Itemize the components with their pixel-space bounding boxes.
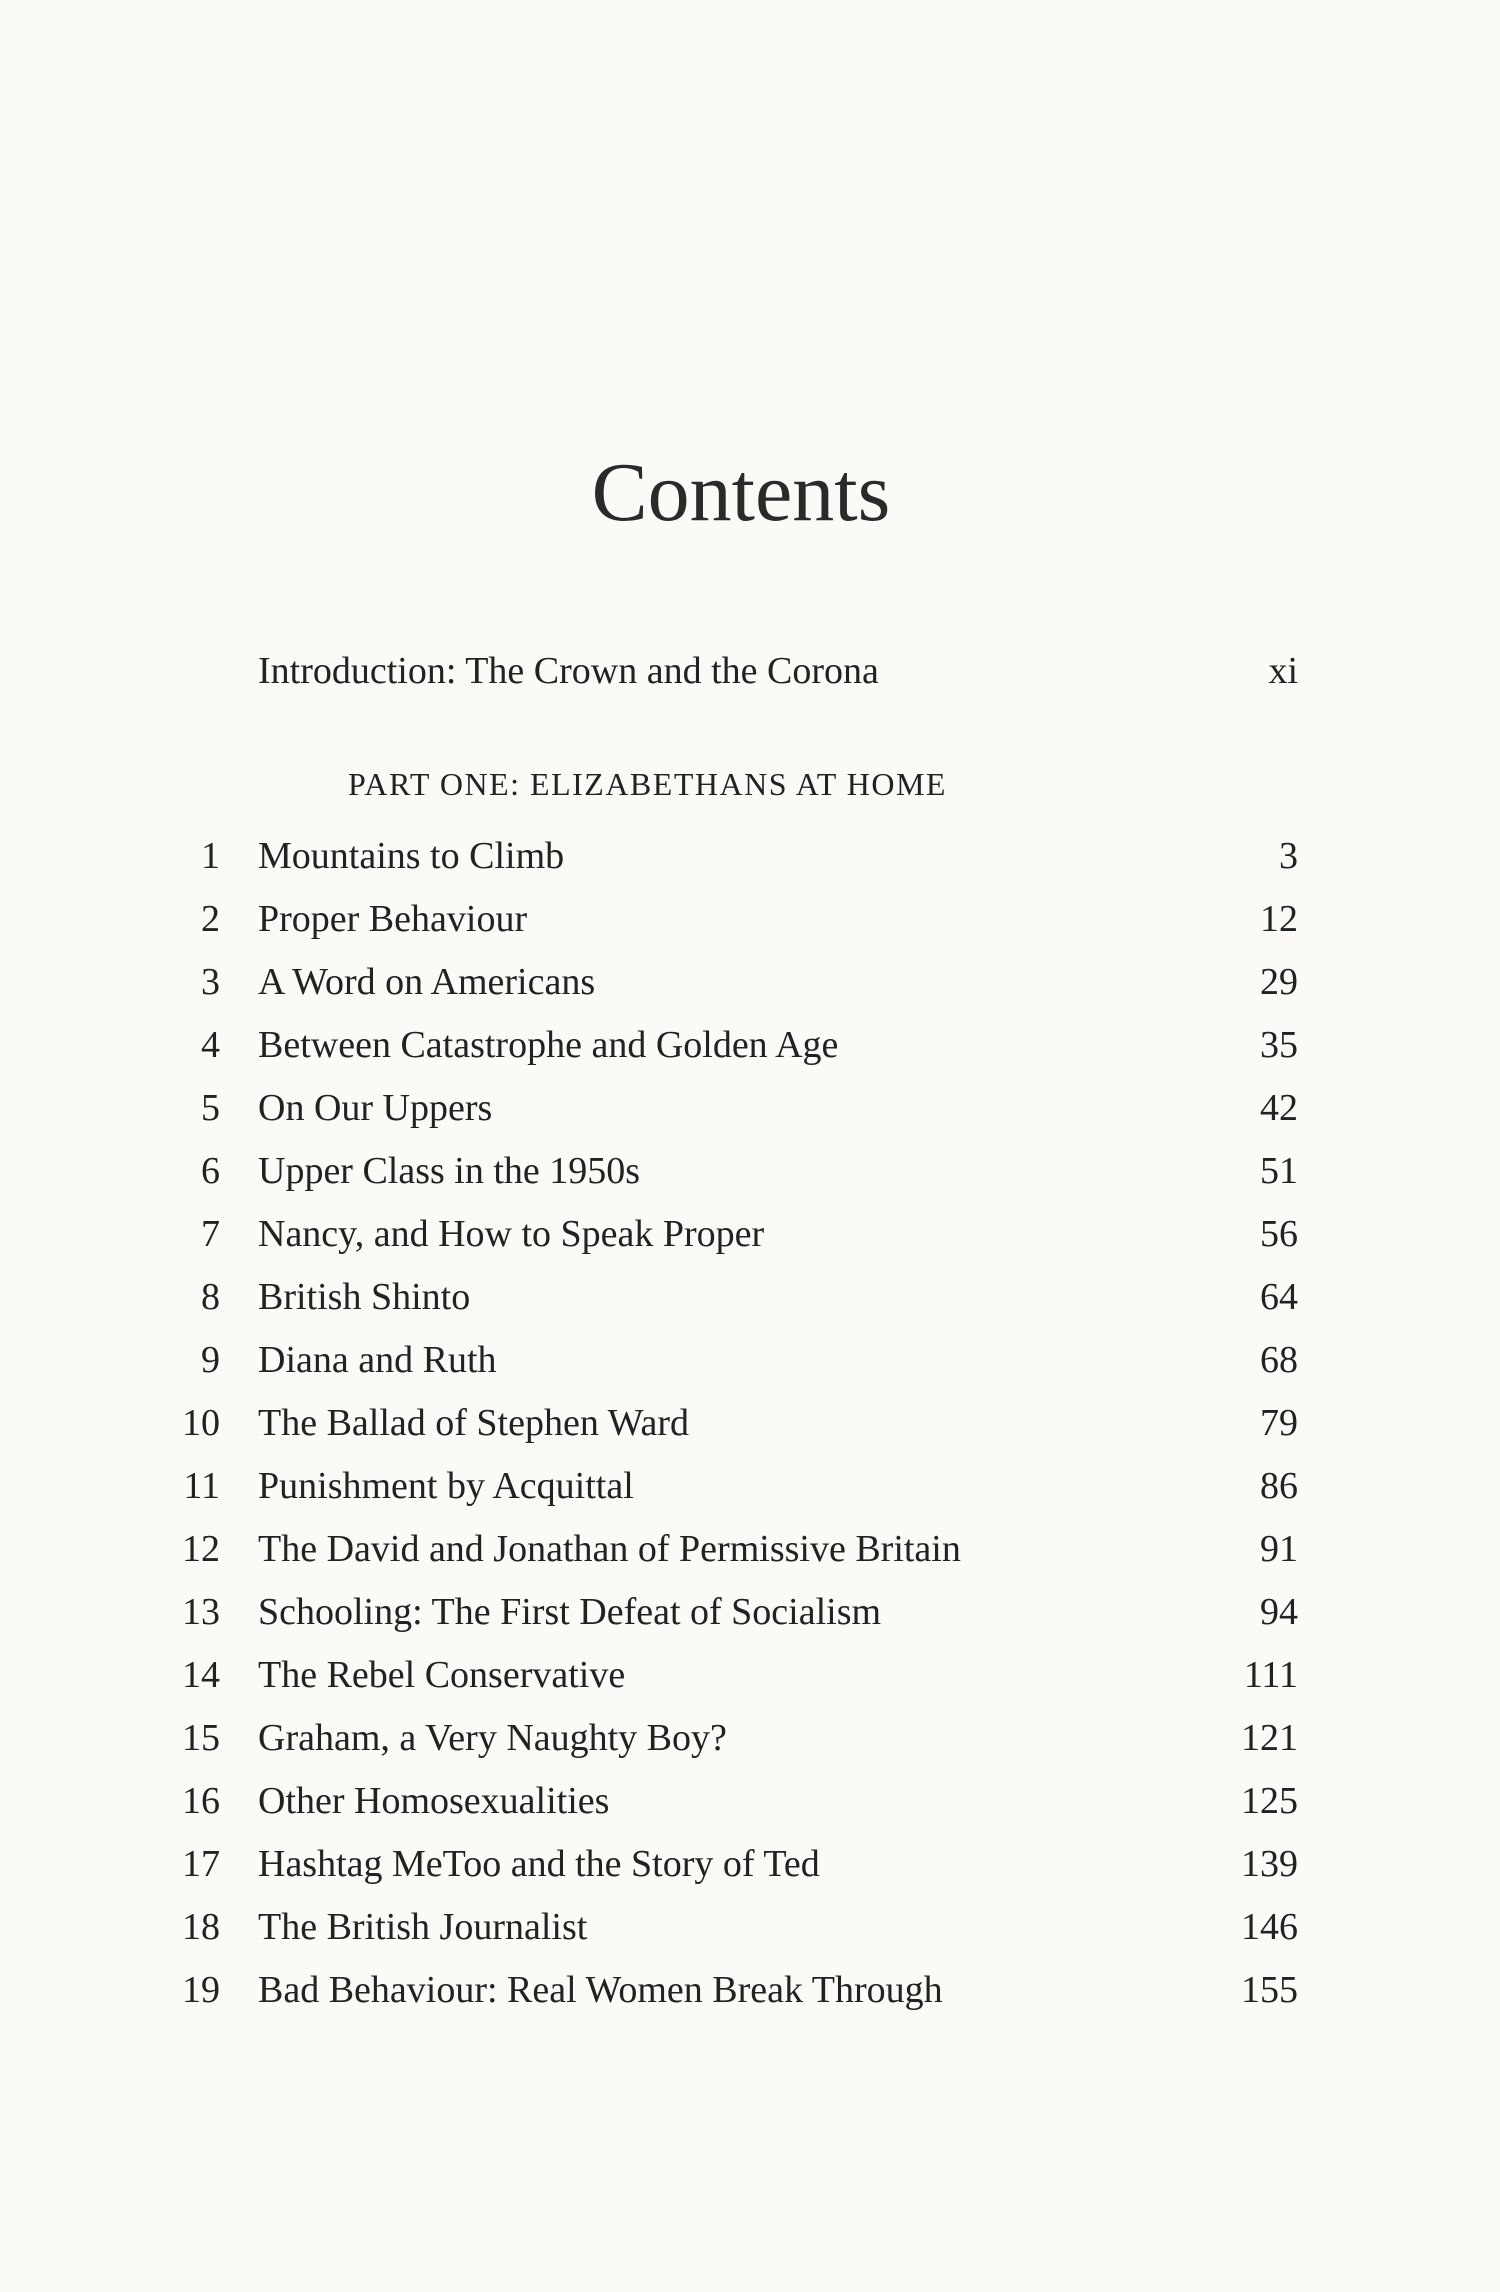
chapter-row: [0, 1145, 1500, 1208]
chapter-row: [0, 1838, 1500, 1901]
chapter-page: 29: [1260, 961, 1298, 1003]
chapter-number: 3: [201, 961, 220, 1003]
chapter-title: Nancy, and How to Speak Proper: [258, 1213, 765, 1255]
part-one-heading: PART ONE: ELIZABETHANS AT HOME: [348, 766, 947, 802]
chapter-number: 8: [201, 1276, 220, 1318]
chapter-number: 4: [201, 1024, 220, 1066]
chapter-title: Bad Behaviour: Real Women Break Through: [258, 1969, 943, 2011]
chapter-title: The Rebel Conservative: [258, 1654, 626, 1696]
chapter-number: 1: [201, 835, 220, 877]
chapter-title: British Shinto: [258, 1276, 471, 1318]
chapter-title: On Our Uppers: [258, 1087, 493, 1129]
chapter-page: 139: [1241, 1843, 1298, 1885]
chapter-page: 155: [1241, 1969, 1298, 2011]
chapter-title: Punishment by Acquittal: [258, 1465, 634, 1507]
chapter-list: [0, 830, 1500, 2027]
chapter-title: Between Catastrophe and Golden Age: [258, 1024, 839, 1066]
page-title: Contents: [591, 446, 891, 539]
chapter-page: 86: [1260, 1465, 1298, 1507]
chapter-number: 13: [182, 1591, 220, 1633]
toc-introduction-row: [258, 645, 1298, 697]
chapter-row: [0, 1775, 1500, 1838]
chapter-page: 79: [1260, 1402, 1298, 1444]
chapter-number: 19: [182, 1969, 220, 2011]
chapter-page: 125: [1241, 1780, 1298, 1822]
chapter-page: 121: [1241, 1717, 1298, 1759]
chapter-number: 6: [201, 1150, 220, 1192]
chapter-row: [0, 1523, 1500, 1586]
chapter-title: A Word on Americans: [258, 961, 596, 1003]
chapter-page: 35: [1260, 1024, 1298, 1066]
chapter-title: Proper Behaviour: [258, 898, 528, 940]
chapter-title: Graham, a Very Naughty Boy?: [258, 1717, 727, 1759]
chapter-page: 91: [1260, 1528, 1298, 1570]
chapter-number: 2: [201, 898, 220, 940]
chapter-number: 15: [182, 1717, 220, 1759]
chapter-row: [0, 1082, 1500, 1145]
chapter-page: 12: [1260, 898, 1298, 940]
chapter-title: The David and Jonathan of Permissive Britain: [258, 1528, 961, 1570]
chapter-number: 9: [201, 1339, 220, 1381]
chapter-row: [0, 1271, 1500, 1334]
chapter-page: 146: [1241, 1906, 1298, 1948]
chapter-row: [0, 1460, 1500, 1523]
chapter-row: [0, 1586, 1500, 1649]
chapter-row: [0, 1397, 1500, 1460]
chapter-page: 64: [1260, 1276, 1298, 1318]
chapter-title: The British Journalist: [258, 1906, 588, 1948]
chapter-page: 56: [1260, 1213, 1298, 1255]
chapter-title: Hashtag MeToo and the Story of Ted: [258, 1843, 820, 1885]
chapter-row: [0, 830, 1500, 893]
introduction-title: Introduction: The Crown and the Corona: [258, 650, 879, 692]
chapter-number: 5: [201, 1087, 220, 1129]
chapter-page: 3: [1279, 835, 1298, 877]
chapter-page: 51: [1260, 1150, 1298, 1192]
chapter-row: [0, 1334, 1500, 1397]
chapter-title: Schooling: The First Defeat of Socialism: [258, 1591, 882, 1633]
chapter-number: 10: [182, 1402, 220, 1444]
chapter-number: 11: [183, 1465, 220, 1507]
chapter-number: 7: [201, 1213, 220, 1255]
chapter-title: Diana and Ruth: [258, 1339, 497, 1381]
chapter-row: [0, 893, 1500, 956]
chapter-number: 14: [182, 1654, 220, 1696]
chapter-title: The Ballad of Stephen Ward: [258, 1402, 690, 1444]
chapter-row: [0, 1901, 1500, 1964]
introduction-page: xi: [1268, 650, 1298, 692]
chapter-row: [0, 1019, 1500, 1082]
chapter-number: 17: [182, 1843, 220, 1885]
chapter-title: Upper Class in the 1950s: [258, 1150, 641, 1192]
chapter-page: 68: [1260, 1339, 1298, 1381]
chapter-page: 111: [1243, 1654, 1298, 1696]
chapter-page: 94: [1260, 1591, 1298, 1633]
chapter-row: [0, 956, 1500, 1019]
chapter-title: Mountains to Climb: [258, 835, 565, 877]
chapter-row: [0, 1649, 1500, 1712]
chapter-title: Other Homosexualities: [258, 1780, 610, 1822]
chapter-number: 18: [182, 1906, 220, 1948]
chapter-row: [0, 1208, 1500, 1271]
chapter-row: [0, 1712, 1500, 1775]
chapter-number: 16: [182, 1780, 220, 1822]
chapter-row: [0, 1964, 1500, 2027]
chapter-number: 12: [182, 1528, 220, 1570]
chapter-page: 42: [1260, 1087, 1298, 1129]
